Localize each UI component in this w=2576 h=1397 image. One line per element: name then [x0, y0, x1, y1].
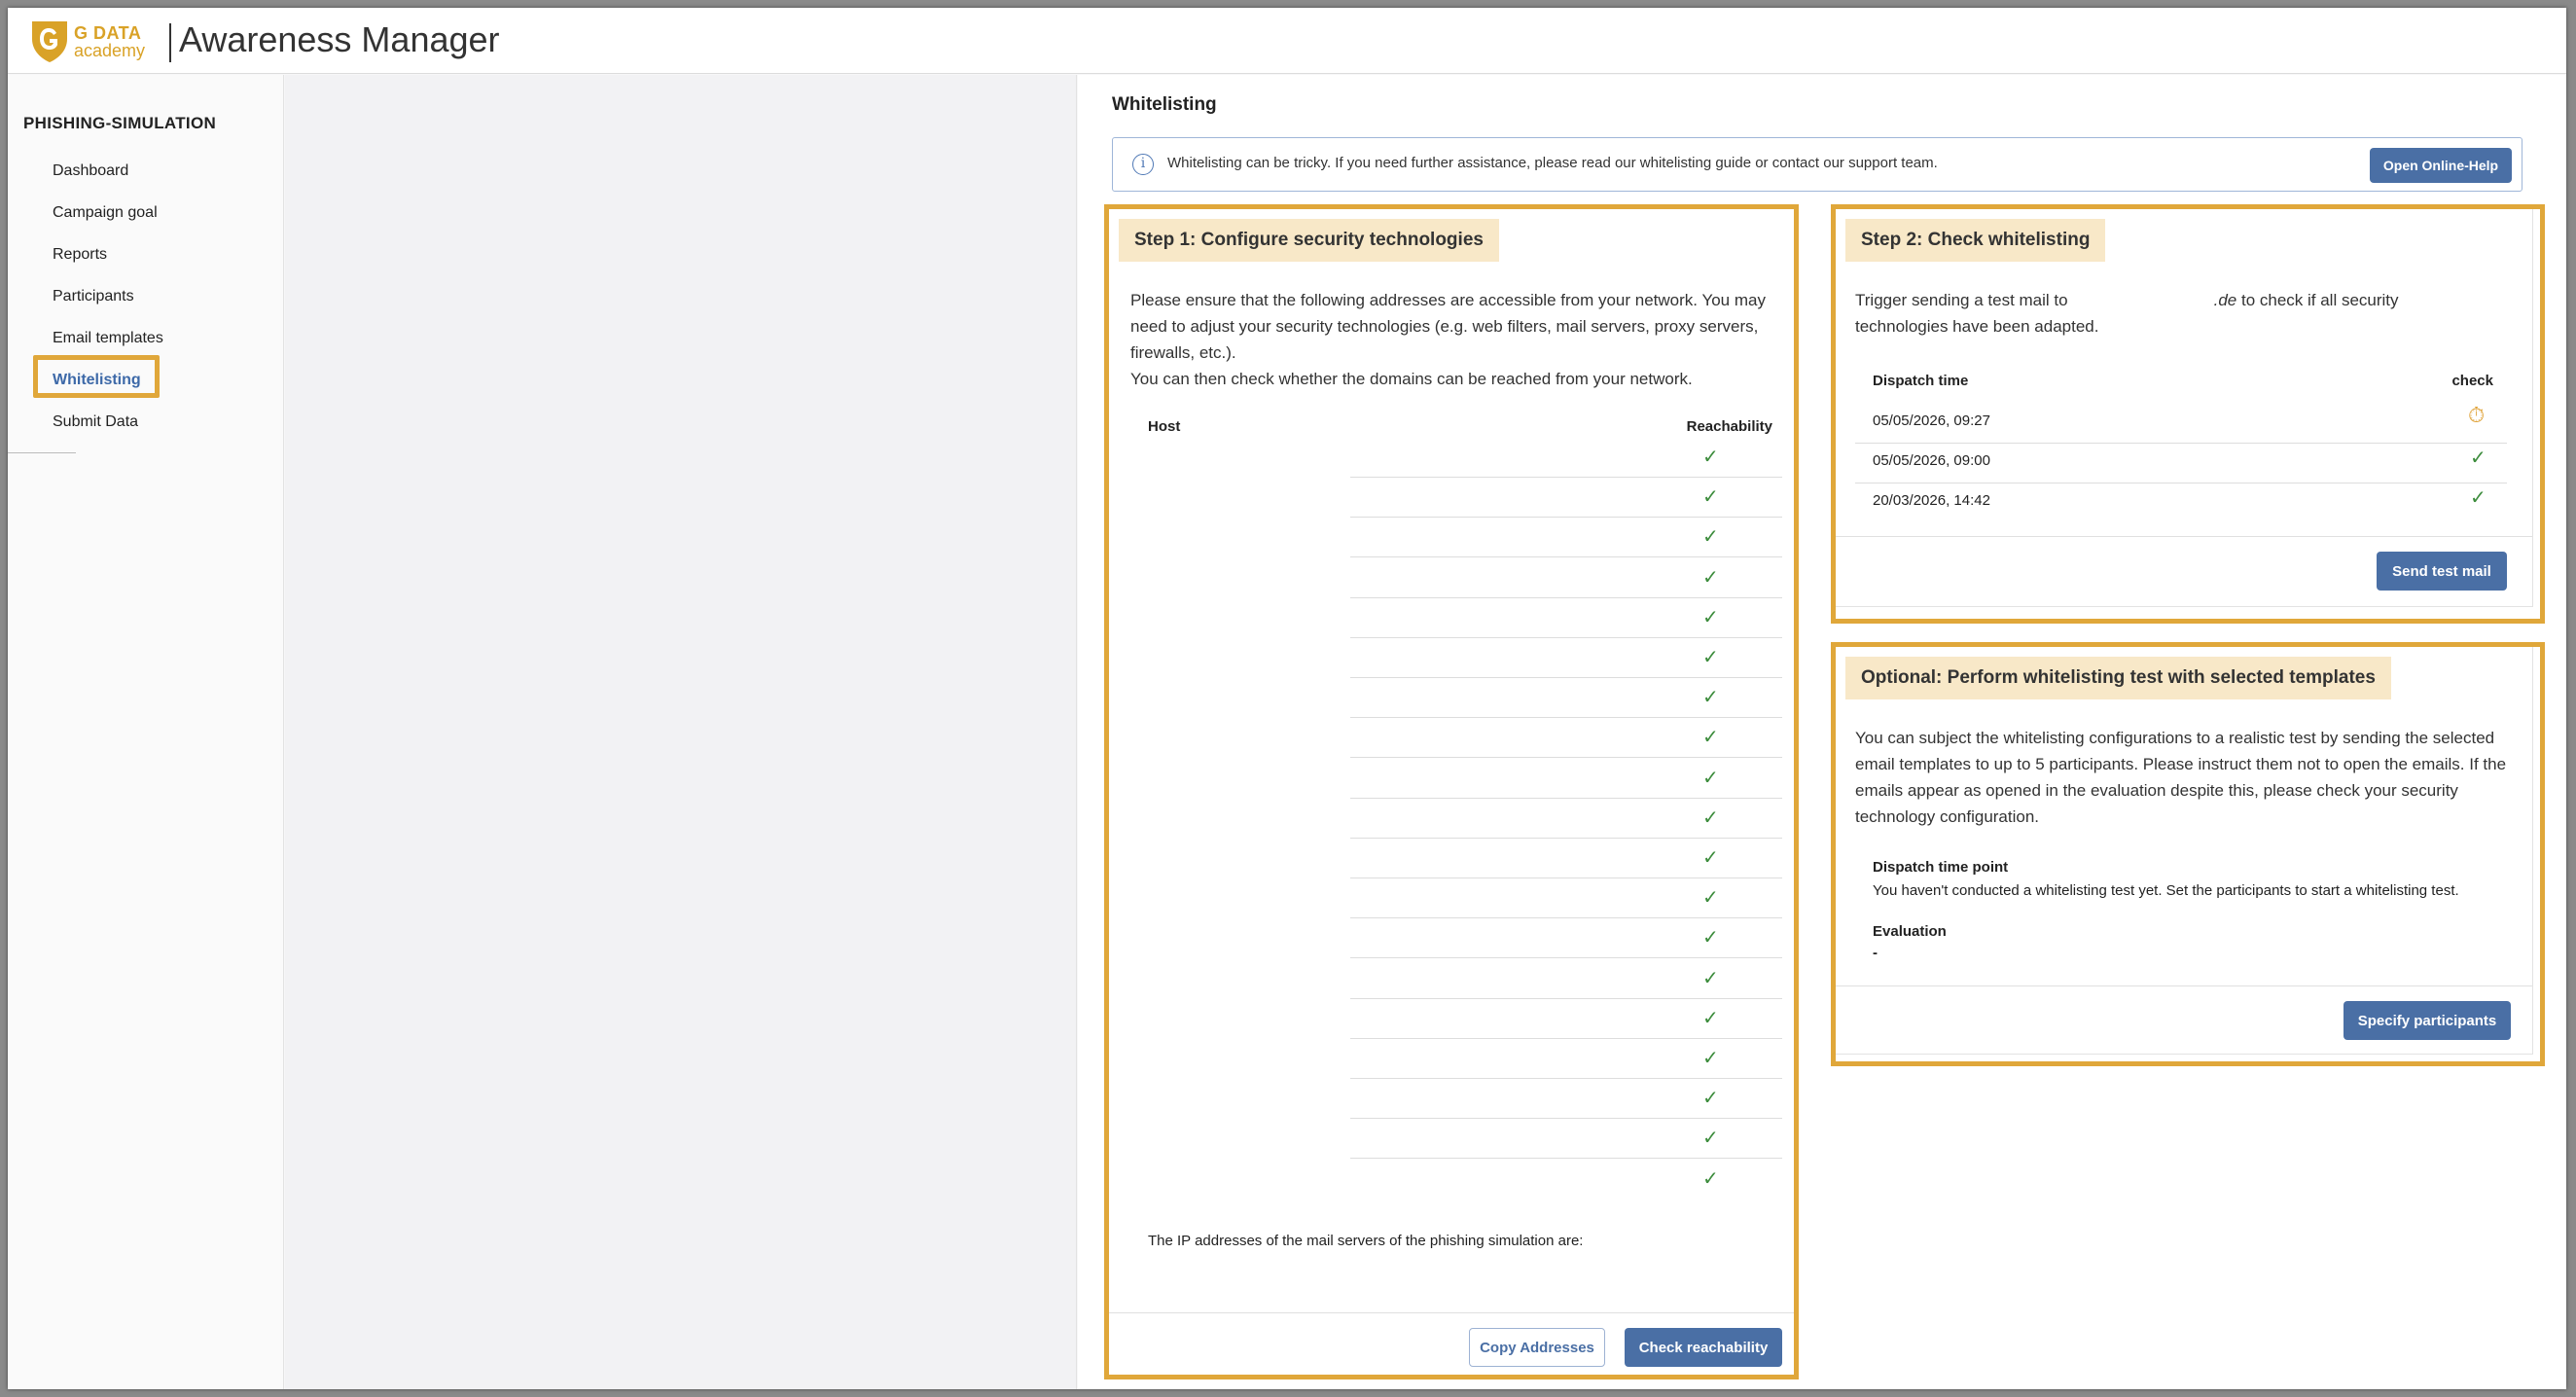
evaluation-label: Evaluation — [1873, 923, 1947, 940]
step2-footer-divider — [1836, 536, 2532, 537]
reachable-check-icon: ✓ — [1702, 1126, 1719, 1150]
optional-paragraph: You can subject the whitelisting configurations to a realistic test by sending the selected email templates to up to 5 participants. Please instruct them not to open the emails. If the emails appear as opened in the evaluation despite this, please check your security technology configuration. — [1855, 729, 2507, 826]
step2-description — [1855, 287, 2517, 340]
main-content — [1078, 75, 2566, 1389]
reachable-check-icon: ✓ — [1702, 1086, 1719, 1110]
dispatch-time-header: Dispatch time — [1873, 373, 1969, 389]
send-test-mail-button[interactable]: Send test mail — [2377, 552, 2507, 591]
sidebar-divider — [8, 452, 76, 453]
reachable-check-icon: ✓ — [1702, 484, 1719, 509]
step1-title: Step 1: Configure security technologies — [1119, 219, 1499, 262]
host-row-divider — [1350, 677, 1782, 678]
copy-addresses-button[interactable]: Copy Addresses — [1469, 1328, 1605, 1367]
app-title: Awareness Manager — [179, 19, 500, 59]
logo-text-gdata: G DATA — [74, 23, 142, 43]
reachable-check-icon: ✓ — [1702, 604, 1719, 628]
host-row-divider — [1350, 597, 1782, 598]
reachable-check-icon: ✓ — [1702, 1005, 1719, 1029]
reachable-check-icon: ✓ — [1702, 685, 1719, 709]
info-text: Whitelisting can be tricky. If you need further assistance, please read our whitelisting guide or contact our support team. — [1167, 155, 1938, 171]
check-reachability-button[interactable]: Check reachability — [1625, 1328, 1782, 1367]
host-row-divider — [1350, 917, 1782, 918]
check-icon: ✓ — [2470, 485, 2487, 509]
reachable-check-icon: ✓ — [1702, 925, 1719, 949]
dispatch-row-3-time: 20/03/2026, 14:42 — [1873, 492, 1990, 509]
reachable-check-icon: ✓ — [1702, 805, 1719, 829]
host-row-divider — [1350, 477, 1782, 478]
step1-paragraph — [1130, 287, 1782, 392]
open-online-help-button[interactable]: Open Online-Help — [2370, 148, 2512, 183]
host-row-divider — [1350, 957, 1782, 958]
sidebar-item-reports[interactable]: Reports — [53, 246, 108, 263]
host-row-divider — [1350, 1078, 1782, 1079]
reachable-check-icon: ✓ — [1702, 564, 1719, 589]
check-icon: ✓ — [2470, 446, 2487, 469]
host-row-divider — [1350, 556, 1782, 557]
pending-clock-icon: ⏱ — [2468, 404, 2486, 428]
host-row-divider — [1350, 998, 1782, 999]
reachable-check-icon: ✓ — [1702, 765, 1719, 789]
step2-text-line2: technologies have been adapted. — [1855, 317, 2099, 336]
step2-title: Step 2: Check whitelisting — [1845, 219, 2105, 262]
sidebar-item-whitelisting[interactable]: Whitelisting — [53, 372, 141, 388]
step2-text-part2: to check if all security — [2240, 291, 2399, 309]
sidebar-item-participants[interactable]: Participants — [53, 288, 134, 304]
host-row-divider — [1350, 757, 1782, 758]
dispatch-row-2-time: 05/05/2026, 09:00 — [1873, 452, 1990, 469]
sidebar — [8, 75, 284, 1389]
host-row-divider — [1350, 637, 1782, 638]
host-row-divider — [1350, 1038, 1782, 1039]
blank-panel — [285, 75, 1077, 1389]
sidebar-section-title: PHISHING-SIMULATION — [23, 114, 217, 132]
ip-addresses-text: The IP addresses of the mail servers of the phishing simulation are: — [1148, 1233, 1584, 1249]
host-column-header: Host — [1148, 418, 1181, 435]
gdata-shield-icon — [29, 18, 70, 64]
sidebar-item-submit-data[interactable]: Submit Data — [53, 413, 139, 430]
header-divider — [169, 23, 171, 62]
step1-paragraph-2: You can then check whether the domains can be reached from your network. — [1130, 370, 1693, 388]
logo-text-academy: academy — [74, 41, 146, 60]
gdata-academy-logo[interactable] — [29, 14, 165, 68]
page-title: Whitelisting — [1112, 94, 1217, 115]
info-banner — [1112, 137, 2522, 192]
step2-text-part1: Trigger sending a test mail to — [1855, 291, 2068, 309]
row-divider — [1855, 483, 2507, 484]
host-row-divider — [1350, 717, 1782, 718]
optional-card — [1835, 646, 2533, 1055]
reachable-check-icon: ✓ — [1702, 965, 1719, 989]
sidebar-item-dashboard[interactable]: Dashboard — [53, 162, 129, 179]
info-icon: i — [1132, 154, 1154, 175]
sidebar-item-campaign-goal[interactable]: Campaign goal — [53, 204, 158, 221]
reachable-check-icon: ✓ — [1702, 845, 1719, 869]
dispatch-time-point-value: You haven't conducted a whitelisting test yet. Set the participants to start a whitelisting test. — [1873, 882, 2459, 899]
optional-title: Optional: Perform whitelisting test with selected templates — [1845, 657, 2391, 699]
reachable-check-icon: ✓ — [1702, 445, 1719, 468]
dispatch-row-1-time: 05/05/2026, 09:27 — [1873, 412, 1990, 429]
host-row-divider — [1350, 798, 1782, 799]
evaluation-value: - — [1873, 945, 1878, 961]
step1-footer-divider — [1109, 1312, 1794, 1313]
reachability-column-header: Reachability — [1686, 418, 1772, 435]
reachable-check-icon: ✓ — [1702, 725, 1719, 749]
host-row-divider — [1350, 1158, 1782, 1159]
top-header — [8, 8, 2566, 74]
reachable-check-icon: ✓ — [1702, 1165, 1719, 1190]
step1-paragraph-1: Please ensure that the following addresses are accessible from your network. You may need to adjust your security technologies (e.g. web filters, mail servers, proxy servers, firewalls, etc.). — [1130, 291, 1766, 362]
specify-participants-button[interactable]: Specify participants — [2343, 1001, 2511, 1040]
step2-card — [1835, 208, 2533, 607]
host-row-divider — [1350, 517, 1782, 518]
host-row-divider — [1350, 838, 1782, 839]
app-window — [8, 8, 2566, 1389]
reachable-check-icon: ✓ — [1702, 524, 1719, 549]
step2-domain: .de — [2213, 291, 2237, 309]
host-row-divider — [1350, 1118, 1782, 1119]
optional-footer-divider — [1836, 985, 2532, 986]
check-header: check — [2451, 373, 2493, 389]
row-divider — [1855, 443, 2507, 444]
reachable-check-icon: ✓ — [1702, 645, 1719, 668]
sidebar-item-email-templates[interactable]: Email templates — [53, 330, 163, 346]
step1-card — [1108, 208, 1795, 1376]
reachable-check-icon: ✓ — [1702, 1046, 1719, 1069]
dispatch-time-point-label: Dispatch time point — [1873, 859, 2009, 876]
reachable-check-icon: ✓ — [1702, 885, 1719, 910]
